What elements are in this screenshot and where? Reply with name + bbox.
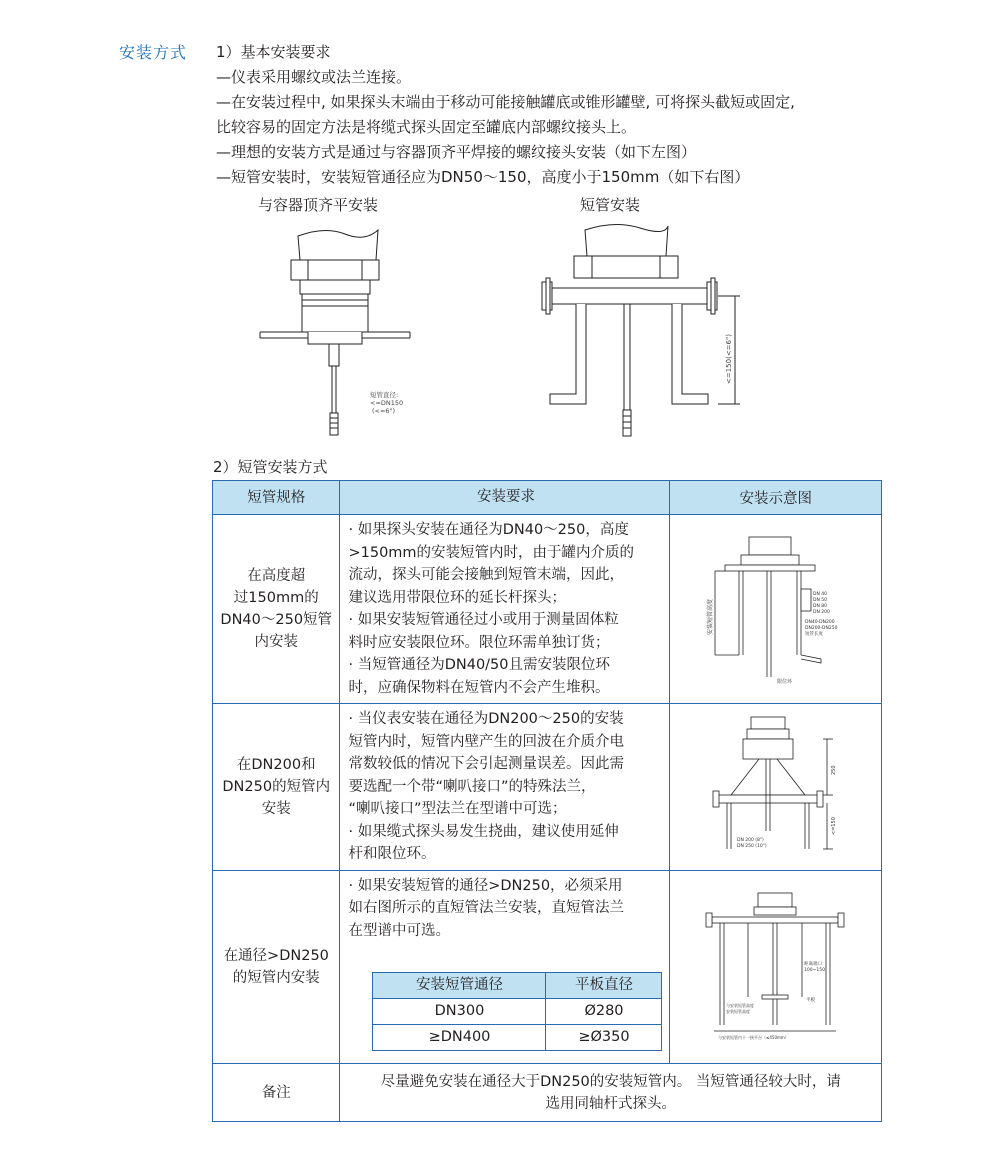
img-label: DN40-DN200 [804, 620, 835, 625]
req-line: 料时应安装限位环。限位环需单独订货； [348, 634, 610, 651]
req-line: 在型谱中可选。 [348, 922, 450, 939]
req-line: 时，应确保物料在短管内不会产生堆积。 [348, 679, 610, 696]
img-label: 250 [830, 765, 837, 775]
img-label: 安装短管高度 [725, 1008, 750, 1014]
plate-diameter-table [372, 972, 662, 1051]
row-requirement [340, 704, 670, 871]
inner-cell: ≥DN400 [373, 1025, 546, 1051]
table-header-row [213, 481, 882, 515]
inner-row [373, 999, 662, 1025]
note-line: 尽量避免安装在通径大于DN250的安装短管内。 当短管通径较大时，请 [380, 1073, 841, 1090]
right-figure-caption: 短管安装 [580, 196, 641, 214]
table-row [213, 870, 882, 1064]
req-line: 常数较低的情况下会引起测量误差。因此需 [348, 756, 624, 772]
inner-header-row [373, 973, 662, 999]
req-line: · 如果缆式探头易发生挠曲，建议使用延伸 [348, 823, 619, 840]
inner-row [373, 1025, 662, 1051]
spec-line: DN40～250短管 [220, 612, 333, 628]
row-diagram [670, 704, 882, 871]
header-diagram: 安装示意图 [670, 481, 882, 515]
img-label: 距离端口 [803, 961, 822, 967]
inner-header: 平板直径 [546, 973, 662, 999]
spec-line: 安装 [261, 800, 291, 817]
row-spec [213, 515, 340, 704]
intro-line: —理想的安装方式是通过与容器顶齐平焊接的螺纹接头安装（如下左图） [216, 143, 697, 161]
spec-line: 的短管内安装 [232, 969, 320, 986]
req-line: · 当短管通径为DN40/50且需安装限位环 [348, 657, 611, 673]
req-line: 杆和限位环。 [348, 846, 436, 862]
nozzle-mount-diagram [530, 218, 750, 443]
row-spec [213, 704, 340, 871]
header-spec: 短管规格 [213, 481, 340, 515]
sub-heading: 2）短管安装方式 [213, 458, 328, 476]
spec-line: 在高度超 [247, 568, 306, 584]
req-line: · 如果安装短管通径过小或用于测量固体粒 [348, 612, 619, 628]
left-note-line: <=DN150 [370, 399, 404, 407]
long-nozzle-diagram [701, 527, 851, 687]
img-label: DN 50 [812, 598, 827, 603]
row-requirement [340, 870, 670, 1064]
req-line: 如右图所示的直短管法兰安装，直短管法兰 [348, 900, 624, 916]
note-row [213, 1064, 882, 1122]
img-label: DN 250 (10") [736, 843, 767, 849]
req-line: “喇叭接口”型法兰在型谱中可选； [348, 801, 567, 817]
table-row [213, 704, 882, 871]
straight-flange-diagram [696, 885, 856, 1045]
img-label: <=150 [830, 816, 837, 835]
right-dimension-label: <=150(<=6") [725, 334, 733, 384]
spec-line: 内安装 [254, 634, 298, 650]
table-row [213, 515, 882, 704]
inner-cell: Ø280 [546, 999, 662, 1025]
note-line: 选用同轴杆式探头。 [545, 1095, 676, 1112]
img-label: 限位环 [776, 679, 792, 685]
spec-line: DN250的短管内 [222, 778, 331, 795]
inner-cell: ≥Ø350 [546, 1025, 662, 1051]
row-spec [213, 870, 340, 1064]
img-label: 与安装短管内十一接平台（≤450mm） [717, 1034, 789, 1040]
spec-line: 过150mm的 [233, 590, 319, 606]
flush-mount-diagram [250, 218, 420, 443]
img-label: 短管长度 [804, 632, 823, 637]
row-diagram [670, 515, 882, 704]
img-label: 100~150 [803, 967, 825, 973]
spec-line: 在通径>DN250 [223, 947, 329, 964]
req-line: 流动，探头可能会接触到短管末端，因此， [348, 567, 624, 583]
inner-cell: DN300 [373, 999, 546, 1025]
inner-header: 安装短管通径 [373, 973, 546, 999]
img-label: 与安装短管高度 [725, 1002, 754, 1008]
img-label: DN 200 (8") [736, 837, 764, 843]
spec-line: 在DN200和 [236, 756, 316, 773]
intro-heading: 1）基本安装要求 [216, 43, 331, 61]
req-line: 要选配一个带“喇叭接口”的特殊法兰， [348, 778, 596, 795]
req-line: 短管内时，短管内壁产生的回波在介质介电 [348, 733, 624, 750]
img-label: DN 80 [812, 604, 827, 609]
img-label: DN 40 [812, 592, 827, 597]
horn-flange-diagram [701, 711, 851, 859]
req-line: >150mm的安装短管内时，由于罐内介质的 [348, 544, 635, 561]
nozzle-install-table [212, 480, 882, 1122]
img-label: DN 200 [812, 610, 830, 615]
section-label: 安装方式 [119, 43, 188, 62]
img-label: DN200-DN250 [804, 626, 838, 631]
left-note-line: 短管直径: [370, 391, 399, 399]
left-figure-caption: 与容器顶齐平安装 [258, 196, 379, 214]
intro-line: —短管安装时，安装短管通径应为DN50～150，高度小于150mm（如下右图） [216, 168, 750, 186]
row-diagram [670, 870, 882, 1064]
note-label: 备注 [213, 1064, 340, 1122]
intro-line: 比较容易的固定方法是将缆式探头固定至罐底内部螺纹接头上。 [216, 118, 637, 136]
intro-line: —在安装过程中, 如果探头末端由于移动可能接触罐底或锥形罐壁, 可将探头截短或固定, [216, 93, 795, 111]
img-label: 安装短管高度 [706, 598, 714, 635]
note-text [340, 1064, 882, 1122]
header-requirement: 安装要求 [340, 481, 670, 515]
row-requirement [340, 515, 670, 704]
img-label: 平板 [805, 997, 815, 1003]
left-note-line: (<=6") [372, 407, 396, 415]
req-line: · 如果探头安装在通径为DN40～250，高度 [348, 522, 629, 538]
intro-line: —仪表采用螺纹或法兰连接。 [216, 68, 412, 86]
req-line: · 当仪表安装在通径为DN200～250的安装 [348, 711, 624, 727]
req-line: · 如果安装短管的通径>DN250，必须采用 [348, 877, 623, 894]
intro-block [216, 40, 896, 190]
req-line: 建议选用带限位环的延长杆探头； [348, 589, 566, 606]
